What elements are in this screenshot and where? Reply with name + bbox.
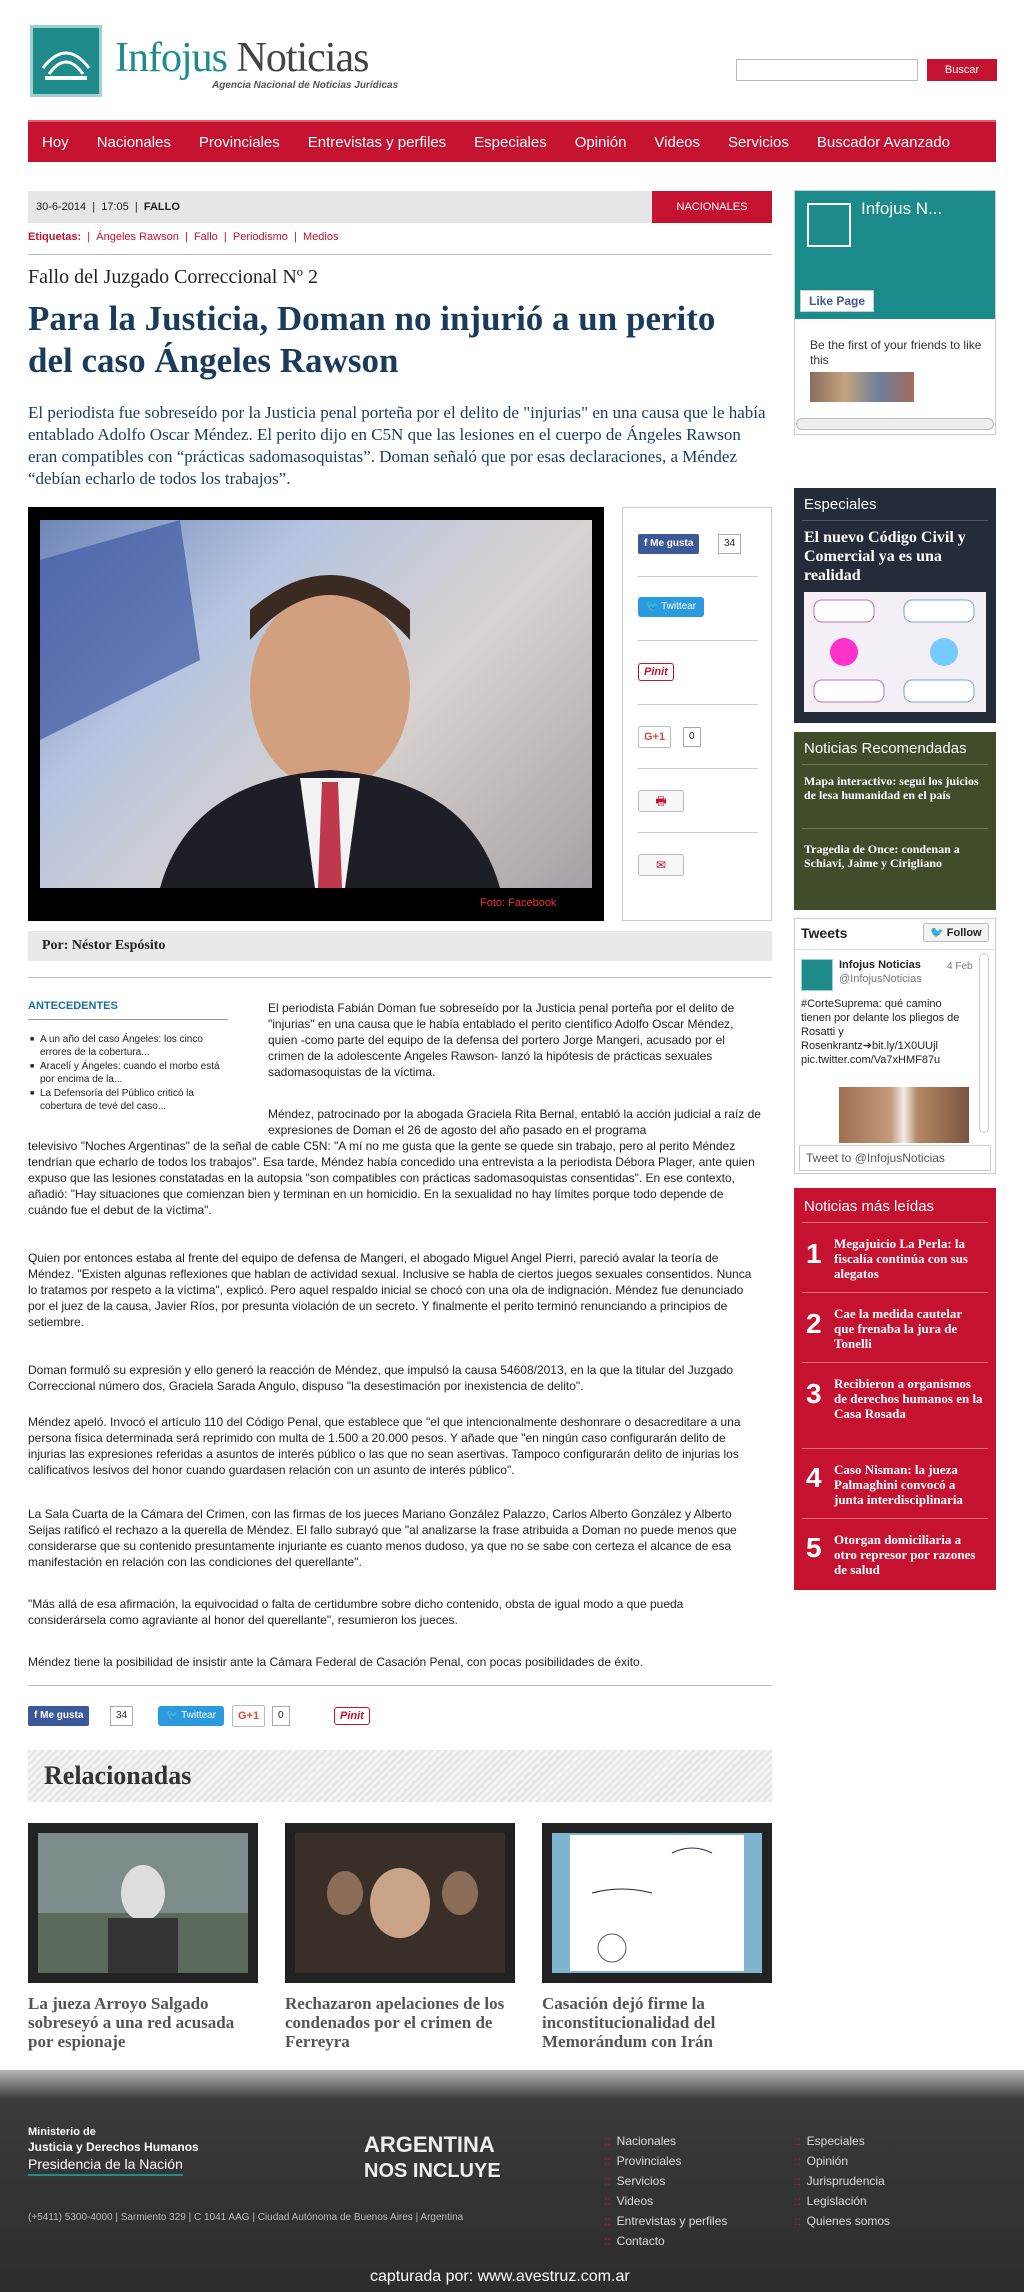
divider xyxy=(638,832,758,833)
nav-item-entrevistas[interactable]: Entrevistas y perfiles xyxy=(307,133,447,151)
footer-link[interactable]: :: Jurisprudencia xyxy=(794,2174,885,2188)
tags-label: Etiquetas: xyxy=(28,231,82,243)
fb-like-page-button[interactable]: Like Page xyxy=(800,290,874,312)
footer-link[interactable]: :: Servicios xyxy=(604,2174,666,2188)
follow-button[interactable]: 🐦 Follow xyxy=(923,923,989,942)
footer-link-label: Provinciales xyxy=(616,2154,682,2168)
footer-link-label: Contacto xyxy=(616,2234,665,2248)
pinterest-button[interactable]: Pinit xyxy=(334,1707,370,1725)
body-paragraph: La Sala Cuarta de la Cámara del Crimen, con las firmas de los jueces Mariano González Palazzo, Carlos Alberto González y Alberto Seijas ratificó el rechazo a la querella de Méndez. El fallo subrayó que "al analizarse la frase atribuida a Doman no puede menos que considerarse que su contenido presuntamente injuriante es cuanto menos dudoso, ya que no se sabe con certeza el alcance de esa manifestación en relación con las condiciones del querellante". xyxy=(28,1507,737,1569)
footer-link-label: Quienes somos xyxy=(806,2214,891,2228)
footer-link-label: Videos xyxy=(616,2194,654,2208)
related-image[interactable] xyxy=(285,1823,515,1983)
recomendada-link[interactable]: Mapa interactivo: seguí los juicios de lesa humanidad en el país xyxy=(804,774,979,802)
logo-icon xyxy=(807,203,851,247)
footer-link-label: Legislación xyxy=(806,2194,867,2208)
tweet-date: 4 Feb xyxy=(947,961,973,972)
footer-link[interactable]: :: Especiales xyxy=(794,2134,865,2148)
scrollbar[interactable] xyxy=(796,418,994,430)
fb-friends-avatars xyxy=(810,372,914,402)
mas-leida-link[interactable]: Cae la medida cautelar que frenaba la jura de Tonelli xyxy=(834,1306,962,1351)
footer-link-label: Jurisprudencia xyxy=(806,2174,885,2188)
divider xyxy=(802,1448,988,1449)
article-photo xyxy=(40,520,592,888)
antecedentes-list xyxy=(30,1033,230,1114)
nav-item-especiales[interactable]: Especiales xyxy=(474,133,547,151)
recomendadas-box xyxy=(794,732,996,910)
article-time: 17:05 xyxy=(101,201,129,213)
tw-label: Twittear xyxy=(181,1710,217,1721)
nav-item-videos[interactable]: Videos xyxy=(654,133,701,151)
divider xyxy=(638,704,758,705)
nav-item-servicios[interactable]: Servicios xyxy=(728,133,789,151)
rank-number: 1 xyxy=(806,1238,822,1269)
fb-friends-text: Be the first of your friends to like this xyxy=(810,338,982,367)
argentina-line1: ARGENTINA xyxy=(364,2132,495,2157)
footer-link[interactable]: :: Entrevistas y perfiles xyxy=(604,2214,728,2228)
tags: Etiquetas: | Ángeles Rawson | Fallo | Periodismo | Medios xyxy=(28,231,339,243)
related-image[interactable] xyxy=(542,1823,772,1983)
recomendada-link[interactable]: Tragedia de Once: condenan a Schiavi, Jaime y Cirigliano xyxy=(804,842,960,870)
capture-credit: capturada por: www.avestruz.com.ar xyxy=(370,2268,630,2285)
rank-number: 2 xyxy=(806,1308,822,1339)
body-paragraph: El periodista Fabián Doman fue sobreseído por la Justicia penal porteña por el delito de "injurias" en una causa que le había entablado el perito científico Adolfo Oscar Méndez, quien -como parte del equipo de la defensa del portero Jorge Mangeri, acusado por el crimen de la adolescente Angeles Rawson- lanzó la hipótesis de prácticas sexuales sadomasoquistas de la víctima. xyxy=(268,1001,735,1079)
share-panel xyxy=(622,507,772,921)
twitter-share-button[interactable]: 🐦 Twittear xyxy=(158,1706,224,1726)
brand-title[interactable] xyxy=(115,34,368,82)
mas-leidas-title: Noticias más leídas xyxy=(804,1198,935,1215)
footer-link[interactable]: :: Opinión xyxy=(794,2154,849,2168)
footer xyxy=(0,2070,1024,2292)
body-paragraph: "Más allá de esa afirmación, la equivocidad o falta de certidumbre sobre dicho contenido, obsta de igual modo a que pueda considerársela como agraviante al honor del querellante", resumieron los jueces. xyxy=(28,1597,684,1627)
footer-link-label: Especiales xyxy=(806,2134,865,2148)
footer-address: (+5411) 5300-4000 | Sarmiento 329 | C 1041 AAG | Ciudad Autónoma de Buenos Aires | Argentina xyxy=(28,2212,464,2223)
especiales-title: Especiales xyxy=(804,496,877,513)
main-nav xyxy=(28,120,996,162)
divider xyxy=(802,520,988,521)
article-date: 30-6-2014 xyxy=(36,201,87,213)
divider xyxy=(802,764,988,765)
body-paragraph: televisivo "Noches Argentinas" de la señal de cable C5N: "A mí no me gusta que la gente se quede sin trabajo, pero al perito Méndez tendrían que echarlo de todos los trabajos". Esa tarde, Méndez había concedido una entrevista a la periodista Débora Plager, ante quien expuso que las lesiones constatadas en la autopsia "son compatibles con prácticas sadomasoquistas consentidas". En ese contexto, añadió: "Hay situaciones que comienzan bien y terminan en un homicidio. En la sexualidad no hay límites porque todo depende de cuándo fue el debut de la víctima". xyxy=(28,1139,755,1217)
tweet-image[interactable] xyxy=(839,1087,969,1143)
article-label: FALLO xyxy=(143,201,180,213)
photo-caption: Foto: Facebook xyxy=(480,897,557,909)
mas-leida-link[interactable]: Otorgan domiciliaria a otro represor por razones de salud xyxy=(834,1532,976,1577)
argentina-line2: NOS INCLUYE xyxy=(364,2160,501,2182)
mas-leida-link[interactable]: Caso Nisman: la jueza Palmaghini convocó a junta interdisciplinaria xyxy=(834,1462,963,1507)
divider xyxy=(795,949,995,950)
brand-name-a: Infojus xyxy=(115,35,227,81)
nav-item-buscador[interactable]: Buscador Avanzado xyxy=(816,133,951,151)
printer-icon[interactable]: 🖶 xyxy=(638,790,684,812)
recomendadas-title: Noticias Recomendadas xyxy=(804,740,967,757)
byline: Por: Néstor Espósito xyxy=(28,931,772,961)
google-plus-button[interactable]: G+1 xyxy=(232,1705,265,1727)
tweets-title: Tweets xyxy=(801,925,848,941)
google-plus-button[interactable]: G+1 xyxy=(638,726,671,748)
footer-link[interactable]: :: Quienes somos xyxy=(794,2214,891,2228)
divider xyxy=(802,1292,988,1293)
tweets-widget xyxy=(794,918,996,1174)
antecedente-link[interactable]: ■ La Defensoría del Público criticó la cobertura de tevé del caso... xyxy=(30,1087,230,1113)
tweet-user[interactable]: Infojus Noticias xyxy=(839,959,921,971)
related-heading: Relacionadas xyxy=(28,1750,772,1802)
avatar[interactable] xyxy=(801,959,833,991)
divider xyxy=(638,640,758,641)
related-title[interactable]: Rechazaron apelaciones de los condenados por el crimen de Ferreyra xyxy=(285,1994,505,2051)
mas-leida-link[interactable]: Recibieron a organismos de derechos humanos en la Casa Rosada xyxy=(834,1376,983,1421)
divider xyxy=(802,828,988,829)
fb-page-name: Infojus N... xyxy=(861,199,943,218)
article-title: Para la Justicia, Doman no injurió a un perito del caso Ángeles Rawson xyxy=(28,299,716,380)
tag-link[interactable]: Periodismo xyxy=(232,231,288,243)
body-paragraph: Méndez apeló. Invocó el artículo 110 del Código Penal, que establece que "el que intencionalmente deshonrare o desacreditare a una persona física determinada será reprimido con multa de 1.500 a 20.000 pesos. Y añade que "en ningún caso configurarán delito de injurias las expresiones referidas a asuntos de interés público o las que no sean asertivas. Tampoco configurarán delito de injurias los calificativos lesivos del honor cuando guardasen relación con un asunto de interés público". xyxy=(28,1415,741,1477)
fb-count: 34 xyxy=(718,534,741,554)
article-lead: El periodista fue sobreseído por la Justicia penal porteña por el delito de "injurias" en una causa que le había entablado Adolfo Oscar Méndez. El perito dijo en C5N que las lesiones en el cuerpo de Ángeles Rawson eran compatibles con “prácticas sadomasoquistas”. Doman señaló que por esas declaraciones, a Méndez “debían echarlo de todos los trabajos”. xyxy=(28,403,766,488)
body-paragraph: Méndez tiene la posibilidad de insistir ante la Cámara Federal de Casación Penal, con pocas posibilidades de éxito. xyxy=(28,1655,644,1669)
article-kicker: Fallo del Juzgado Correccional Nº 2 xyxy=(28,266,319,288)
footer-link[interactable]: :: Contacto xyxy=(604,2234,665,2248)
antecedentes-title: ANTECEDENTES xyxy=(28,1000,118,1012)
nav-item-hoy[interactable]: Hoy xyxy=(42,133,69,151)
facebook-like-button[interactable]: f Me gusta xyxy=(638,534,699,554)
especiales-headline[interactable]: El nuevo Código Civil y Comercial ya es una realidad xyxy=(804,529,966,584)
gp-count: 0 xyxy=(272,1706,290,1726)
mail-icon[interactable]: ✉ xyxy=(638,854,684,876)
divider xyxy=(802,1362,988,1363)
antecedente-link[interactable]: ■ A un año del caso Ángeles: los cinco errores de la cobertura... xyxy=(30,1033,230,1059)
related-title[interactable]: Casación dejó firme la inconstitucionalidad del Memorándum con Irán xyxy=(542,1994,716,2051)
divider xyxy=(638,768,758,769)
nav-item-nacionales[interactable]: Nacionales xyxy=(96,133,171,151)
search-button[interactable]: Buscar xyxy=(927,59,997,81)
nav-item-provinciales[interactable]: Provinciales xyxy=(198,133,280,151)
divider xyxy=(638,576,758,577)
related-image[interactable] xyxy=(28,1823,258,1983)
footer-link[interactable]: :: Legislación xyxy=(794,2194,867,2208)
rank-number: 5 xyxy=(806,1532,822,1563)
ministry-line2: Justicia y Derechos Humanos xyxy=(28,2140,199,2154)
antecedente-link[interactable]: ■ Aracelí y Ángeles: cuando el morbo está por encima de la... xyxy=(30,1060,230,1086)
tw-label: Twittear xyxy=(661,601,697,612)
footer-link-label: Entrevistas y perfiles xyxy=(616,2214,728,2228)
body-paragraph: Quien por entonces estaba al frente del equipo de defensa de Mangeri, el abogado Miguel Angel Pierri, pareció avalar la teoría de Méndez. "Existen algunas reflexiones que hablan de actividad sexual. Inclusive se habla de ciertos juegos sexuales consentidos. Nunca lo tratamos por respeto a la víctima", explicó. Pero aquel respaldo inicial se chocó con una ola de indignación. Méndez fue denunciado por el juez de la causa, Javier Ríos, por presunta violación de un secreto. Y finalmente el perito terminó renunciando a principios de setiembre. xyxy=(28,1251,752,1329)
brand-subtitle: Agencia Nacional de Noticias Jurídicas xyxy=(212,80,399,91)
facebook-like-button[interactable]: f Me gusta xyxy=(28,1706,89,1726)
article-meta: 30-6-2014 | 17:05 | FALLO xyxy=(28,191,772,223)
footer-link-label: Opinión xyxy=(806,2154,849,2168)
rank-number: 4 xyxy=(806,1462,822,1493)
divider xyxy=(28,1019,228,1020)
tag-link[interactable]: Medios xyxy=(303,231,339,243)
twitter-share-button[interactable]: 🐦 Twittear xyxy=(638,597,704,617)
rank-number: 3 xyxy=(806,1378,822,1409)
brand-name-b: Noticias xyxy=(236,35,369,81)
footer-link-label: Servicios xyxy=(616,2174,666,2188)
nav-item-opinion[interactable]: Opinión xyxy=(574,133,627,151)
ministry-line1: Ministerio de xyxy=(28,2126,96,2138)
divider xyxy=(802,1518,988,1519)
footer-link[interactable]: :: Videos xyxy=(604,2194,654,2208)
mas-leida-link[interactable]: Megajuicio La Perla: la fiscalía continúa con sus alegatos xyxy=(834,1236,968,1281)
footer-link-label: Nacionales xyxy=(616,2134,677,2148)
body-paragraph: Méndez, patrocinado por la abogada Graciela Rita Bernal, entabló la acción judicial a raíz de expresiones de Doman el 26 de agosto del año pasado en el programa xyxy=(268,1107,761,1137)
fb-like-label: Me gusta xyxy=(40,1710,84,1721)
fb-like-label: Me gusta xyxy=(650,538,694,549)
tweet-text: #CorteSuprema: qué camino tienen por delante los pliegos de Rosatti y Rosenkrantz➔bit.ly/1X0UUjl pic.twitter.com/Va7xHMF87u xyxy=(801,998,960,1066)
tag-link[interactable]: Ángeles Rawson xyxy=(96,231,179,243)
tweet-to-input[interactable]: Tweet to @InfojusNoticias xyxy=(799,1145,991,1171)
body-paragraph: Doman formuló su expresión y ello generó la reacción de Méndez, que impulsó la causa 54608/2013, en la que la titular del Juzgado Correccional número dos, Graciela Sarada Angulo, dispuso "la desestimación por inexistencia de delito". xyxy=(28,1363,734,1393)
divider xyxy=(28,1685,772,1686)
especiales-image[interactable] xyxy=(804,592,986,712)
divider xyxy=(28,254,772,255)
divider xyxy=(802,1222,988,1223)
search-input[interactable] xyxy=(736,59,918,81)
follow-label: Follow xyxy=(946,927,982,939)
footer-link[interactable]: :: Nacionales xyxy=(604,2134,677,2148)
divider xyxy=(28,977,772,978)
pinterest-button[interactable]: Pinit xyxy=(638,663,674,681)
especiales-box xyxy=(794,488,996,723)
fb-count: 34 xyxy=(110,1706,133,1726)
section-badge[interactable]: NACIONALES xyxy=(652,191,772,223)
tweet-handle[interactable]: @InfojusNoticias xyxy=(839,973,922,985)
logo-icon[interactable] xyxy=(30,25,102,97)
scrollbar[interactable] xyxy=(979,953,989,1133)
footer-link[interactable]: :: Provinciales xyxy=(604,2154,682,2168)
related-title[interactable]: La jueza Arroyo Salgado sobreseyó a una red acusada por espionaje xyxy=(28,1994,235,2051)
tag-link[interactable]: Fallo xyxy=(193,231,218,243)
ministry-line3[interactable]: Presidencia de la Nación xyxy=(28,2156,183,2176)
gp-count: 0 xyxy=(683,727,701,747)
